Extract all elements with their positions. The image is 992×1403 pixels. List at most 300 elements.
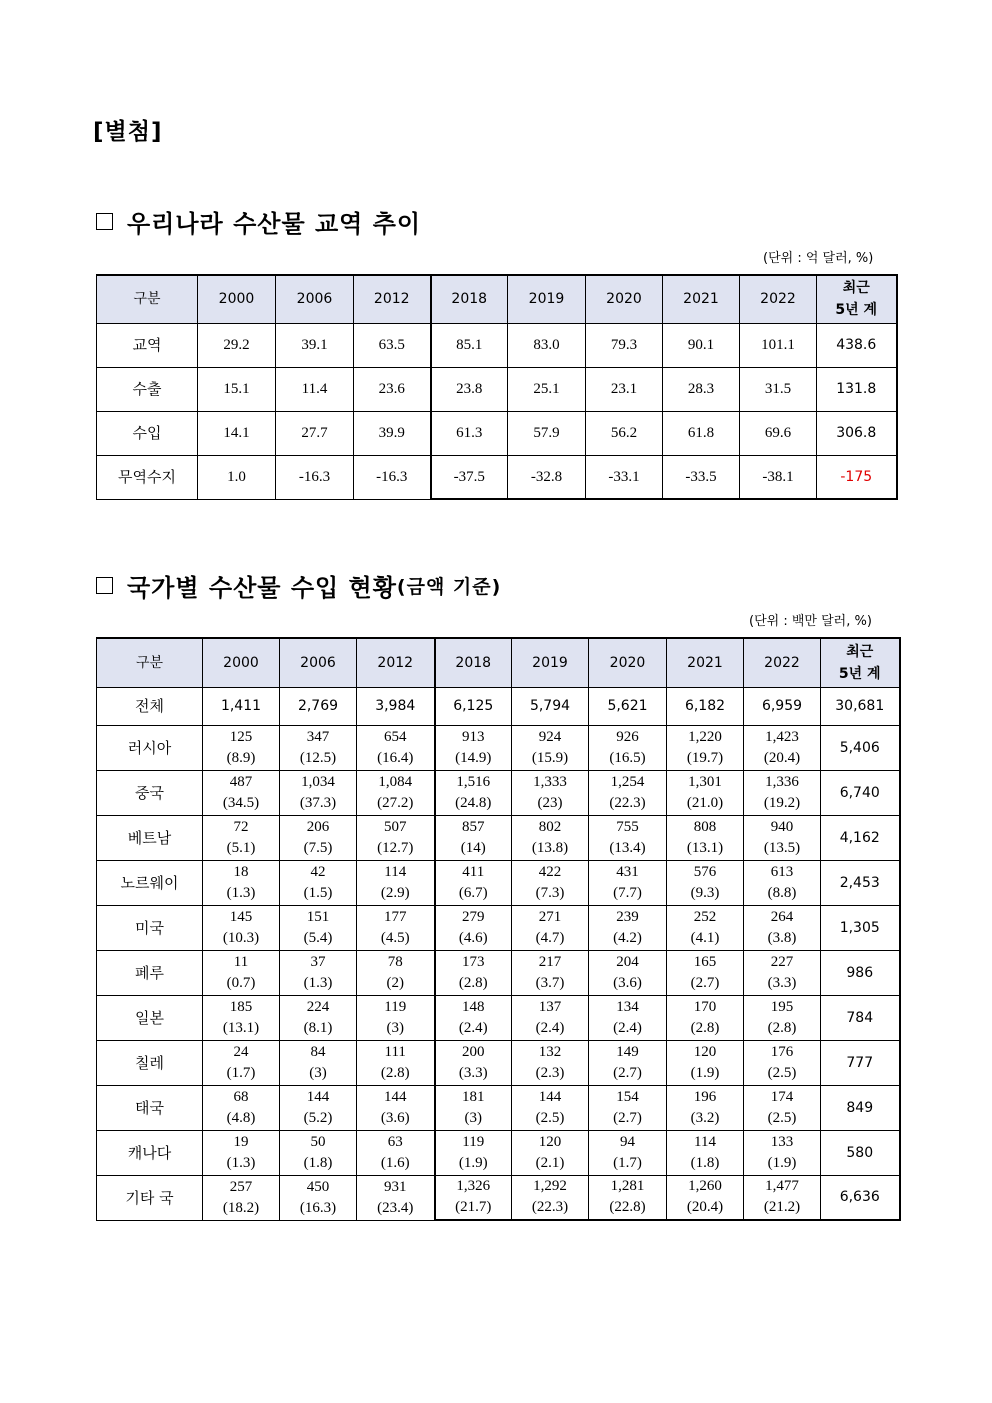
import-share: (16.3): [299, 1199, 337, 1216]
table-cell: [512, 905, 589, 950]
table-cell: 57.9: [508, 411, 586, 455]
table-cell: 1,411: [203, 687, 280, 725]
table-cell: 101.1: [740, 323, 817, 367]
import-share: (16.4): [377, 749, 414, 766]
header-year: 2019: [508, 275, 586, 323]
header-year: 2022: [744, 638, 821, 687]
table-cell: 85.1: [431, 323, 508, 367]
import-share: (2.4): [613, 1019, 642, 1036]
five-year-total-cell: 986: [821, 950, 900, 995]
import-amount: 11: [233, 953, 249, 970]
table-cell: [435, 950, 512, 995]
table-cell: [435, 995, 512, 1040]
table-cell: [203, 770, 280, 815]
five-year-total-cell: 438.6: [817, 323, 897, 367]
import-share: (3): [309, 1064, 327, 1081]
import-share: (1.6): [380, 1154, 410, 1171]
header-year: 2018: [431, 275, 508, 323]
import-share: (22.3): [531, 1199, 569, 1216]
table-cell: [280, 860, 357, 905]
header-year: 2000: [198, 275, 276, 323]
import-amount: 1,084: [378, 773, 413, 790]
import-share: (2.8): [690, 1019, 720, 1036]
import-share: (3.6): [380, 1109, 410, 1126]
import-share: (7.3): [535, 884, 565, 901]
table-cell: -16.3: [354, 455, 431, 499]
table-cell: 1.0: [198, 455, 276, 499]
import-share: (24.8): [455, 794, 492, 811]
import-share: (2.5): [767, 1064, 797, 1081]
table-cell: -32.8: [508, 455, 586, 499]
table-cell: 23.1: [586, 367, 663, 411]
import-amount: 63: [387, 1133, 403, 1150]
table-cell: [357, 1085, 435, 1130]
import-share: (1.9): [458, 1154, 488, 1171]
attachment-label: [별첨]: [93, 119, 163, 145]
table-cell: [280, 1175, 357, 1220]
trade-title-text: 우리나라 수산물 교역 추이: [127, 210, 422, 238]
table-cell: -16.3: [276, 455, 354, 499]
table-cell: [280, 905, 357, 950]
import-amount: 151: [306, 908, 330, 925]
table-row: [97, 411, 897, 455]
import-amount: 177: [384, 908, 407, 925]
five-year-total-cell: 306.8: [817, 411, 897, 455]
table-cell: [512, 1175, 589, 1220]
import-amount: 176: [770, 1043, 794, 1060]
imports-title-suffix: (금액 기준): [396, 576, 502, 598]
table-cell: [280, 725, 357, 770]
import-share: (14): [460, 839, 486, 856]
table-cell: 39.9: [354, 411, 431, 455]
table-cell: [203, 1175, 280, 1220]
table-cell: [667, 1130, 744, 1175]
table-cell: [280, 815, 357, 860]
import-share: (20.4): [763, 749, 801, 766]
import-amount: 1,333: [533, 773, 567, 790]
import-share: (13.1): [222, 1019, 260, 1036]
import-share: (14.9): [455, 749, 492, 766]
import-share: (4.7): [535, 929, 565, 946]
table-cell: [589, 815, 667, 860]
import-share: (1.3): [226, 1154, 256, 1171]
table-cell: [512, 770, 589, 815]
header-year: 2019: [512, 638, 589, 687]
five-year-total-cell: 30,681: [821, 687, 900, 725]
import-amount: 802: [538, 818, 562, 835]
import-share: (4.2): [613, 929, 642, 946]
row-label: 교역: [97, 323, 198, 367]
import-amount: 114: [384, 863, 407, 880]
table-cell: 23.6: [354, 367, 431, 411]
import-amount: 1,301: [688, 773, 722, 790]
import-amount: 257: [229, 1178, 253, 1195]
import-share: (37.3): [299, 794, 337, 811]
table-cell: [203, 995, 280, 1040]
table-cell: [280, 995, 357, 1040]
table-row: [97, 1175, 900, 1220]
five-year-total-cell: 784: [821, 995, 900, 1040]
row-label: 전체: [97, 687, 203, 725]
import-share: (3.6): [613, 974, 642, 991]
import-amount: 264: [770, 908, 794, 925]
import-amount: 120: [693, 1043, 717, 1060]
import-share: (27.2): [377, 794, 414, 811]
import-share: (1.3): [226, 884, 256, 901]
five-year-total-cell: 1,305: [821, 905, 900, 950]
table-cell: [667, 815, 744, 860]
import-amount: 145: [229, 908, 253, 925]
table-cell: 6,182: [667, 687, 744, 725]
import-amount: 271: [538, 908, 562, 925]
import-amount: 133: [770, 1133, 794, 1150]
import-amount: 134: [616, 998, 639, 1015]
import-share: (1.7): [226, 1064, 256, 1081]
import-amount: 940: [770, 818, 794, 835]
table-row: [97, 860, 900, 905]
table-cell: [667, 1085, 744, 1130]
table-cell: [435, 860, 512, 905]
import-amount: 154: [616, 1088, 639, 1105]
table-row: [97, 995, 900, 1040]
import-amount: 144: [306, 1088, 330, 1105]
import-amount: 857: [462, 818, 485, 835]
table-cell: [280, 950, 357, 995]
import-share: (23.4): [377, 1199, 414, 1216]
import-amount: 507: [384, 818, 407, 835]
table-cell: [667, 1175, 744, 1220]
table-cell: [435, 905, 512, 950]
table-cell: [744, 950, 821, 995]
table-cell: [589, 995, 667, 1040]
import-amount: 119: [384, 998, 407, 1015]
table-cell: [512, 1085, 589, 1130]
import-amount: 204: [616, 953, 639, 970]
import-share: (2): [386, 974, 404, 991]
import-amount: 1,516: [456, 773, 491, 790]
table-row: [97, 1040, 900, 1085]
import-share: (4.1): [690, 929, 720, 946]
import-amount: 68: [233, 1088, 249, 1105]
import-share: (2.5): [535, 1109, 565, 1126]
table-cell: [744, 770, 821, 815]
import-amount: 144: [384, 1088, 407, 1105]
import-share: (12.5): [299, 749, 337, 766]
table-cell: [357, 950, 435, 995]
table-row: [97, 323, 897, 367]
table-cell: [203, 815, 280, 860]
import-amount: 1,034: [301, 773, 335, 790]
row-label: 캐나다: [97, 1130, 203, 1175]
imports-table: [96, 637, 901, 1221]
table-cell: [512, 1130, 589, 1175]
import-amount: 411: [462, 863, 485, 880]
import-amount: 252: [693, 908, 717, 925]
import-amount: 125: [229, 728, 253, 745]
table-cell: [667, 725, 744, 770]
import-amount: 148: [462, 998, 485, 1015]
header-category: 구분: [97, 638, 203, 687]
table-cell: [357, 995, 435, 1040]
row-label: 기타 국: [97, 1175, 203, 1220]
table-cell: [512, 1040, 589, 1085]
row-label: 수출: [97, 367, 198, 411]
import-share: (2.4): [535, 1019, 565, 1036]
table-cell: [203, 1040, 280, 1085]
table-cell: [512, 950, 589, 995]
import-amount: 94: [620, 1133, 635, 1150]
row-label: 노르웨이: [97, 860, 203, 905]
import-share: (7.7): [613, 884, 642, 901]
import-amount: 72: [233, 818, 249, 835]
import-amount: 1,292: [533, 1178, 567, 1195]
five-year-total-cell: 131.8: [817, 367, 897, 411]
table-cell: 61.8: [663, 411, 740, 455]
row-label: 수입: [97, 411, 198, 455]
import-share: (22.3): [609, 794, 646, 811]
table-cell: [744, 1175, 821, 1220]
table-cell: [589, 1040, 667, 1085]
header-year: 2006: [276, 275, 354, 323]
import-amount: 185: [229, 998, 253, 1015]
import-amount: 1,336: [765, 773, 799, 790]
table-cell: [589, 1085, 667, 1130]
header-year: 2012: [354, 275, 431, 323]
import-amount: 755: [616, 818, 639, 835]
import-share: (1.3): [303, 974, 333, 991]
table-cell: [280, 1130, 357, 1175]
import-amount: 174: [770, 1088, 794, 1105]
header-year: 2020: [589, 638, 667, 687]
import-amount: 195: [770, 998, 794, 1015]
import-share: (16.5): [609, 749, 646, 766]
import-share: (22.8): [609, 1199, 646, 1216]
import-amount: 84: [310, 1043, 326, 1060]
table-cell: [589, 950, 667, 995]
table-cell: [357, 1040, 435, 1085]
table-cell: 15.1: [198, 367, 276, 411]
import-amount: 422: [538, 863, 562, 880]
table-row: [97, 770, 900, 815]
sum-header-line1: 최근: [846, 643, 874, 660]
import-amount: 1,260: [688, 1178, 722, 1195]
table-cell: 61.3: [431, 411, 508, 455]
import-amount: 239: [616, 908, 639, 925]
import-share: (13.4): [609, 839, 646, 856]
table-cell: 2,769: [280, 687, 357, 725]
row-label: 러시아: [97, 725, 203, 770]
import-share: (4.5): [380, 929, 410, 946]
table-cell: 27.7: [276, 411, 354, 455]
table-cell: 6,959: [744, 687, 821, 725]
import-share: (3): [464, 1109, 482, 1126]
import-share: (8.1): [303, 1019, 333, 1036]
table-cell: [667, 860, 744, 905]
table-row: [97, 905, 900, 950]
import-amount: 227: [770, 953, 794, 970]
import-share: (19.7): [686, 749, 724, 766]
header-year: 2022: [740, 275, 817, 323]
table-cell: 14.1: [198, 411, 276, 455]
table-cell: -33.1: [586, 455, 663, 499]
import-share: (2.4): [458, 1019, 488, 1036]
table-cell: [203, 950, 280, 995]
header-year: 2012: [357, 638, 435, 687]
import-amount: 1,326: [456, 1178, 491, 1195]
table-cell: 79.3: [586, 323, 663, 367]
table-row: [97, 950, 900, 995]
table-cell: [589, 1130, 667, 1175]
import-share: (7.5): [303, 839, 333, 856]
table-cell: [280, 1085, 357, 1130]
total-row: [97, 687, 900, 725]
import-share: (21.2): [763, 1199, 801, 1216]
table-cell: [512, 995, 589, 1040]
table-cell: [589, 905, 667, 950]
import-amount: 42: [310, 863, 326, 880]
table-row: [97, 725, 900, 770]
import-share: (3.3): [458, 1064, 488, 1081]
five-year-total-cell: 849: [821, 1085, 900, 1130]
import-amount: 165: [693, 953, 717, 970]
trade-table: [96, 274, 898, 500]
import-share: (5.4): [303, 929, 333, 946]
header-five-year-total: [821, 638, 900, 687]
import-amount: 37: [310, 953, 326, 970]
import-amount: 576: [693, 863, 717, 880]
import-amount: 137: [538, 998, 562, 1015]
table-cell: [203, 725, 280, 770]
import-amount: 78: [387, 953, 403, 970]
table-cell: [280, 1040, 357, 1085]
row-label: 페루: [97, 950, 203, 995]
table-cell: [435, 1085, 512, 1130]
imports-title-text: 국가별 수산물 수입 현황: [127, 574, 397, 602]
import-amount: 181: [462, 1088, 485, 1105]
import-amount: 50: [310, 1133, 326, 1150]
table-cell: [512, 815, 589, 860]
table-cell: [589, 1175, 667, 1220]
five-year-total-cell: 6,636: [821, 1175, 900, 1220]
import-amount: 111: [384, 1043, 406, 1060]
import-amount: 196: [693, 1088, 717, 1105]
table-row: [97, 815, 900, 860]
checkbox-square-icon: [96, 213, 113, 230]
import-amount: 1,220: [688, 728, 722, 745]
import-share: (3.2): [690, 1109, 720, 1126]
import-amount: 487: [229, 773, 253, 790]
import-amount: 924: [538, 728, 562, 745]
import-share: (2.9): [380, 884, 410, 901]
import-share: (2.1): [535, 1154, 565, 1171]
import-share: (18.2): [222, 1199, 260, 1216]
table-cell: [280, 770, 357, 815]
table-cell: [435, 1130, 512, 1175]
table-cell: [512, 725, 589, 770]
table-cell: [744, 725, 821, 770]
import-share: (21.7): [455, 1199, 492, 1216]
table-cell: 56.2: [586, 411, 663, 455]
import-amount: 19: [233, 1133, 249, 1150]
import-amount: 206: [306, 818, 330, 835]
import-share: (19.2): [763, 794, 801, 811]
import-amount: 613: [770, 863, 794, 880]
table-cell: [357, 860, 435, 905]
import-share: (13.5): [763, 839, 801, 856]
import-share: (13.8): [531, 839, 569, 856]
header-year: 2006: [280, 638, 357, 687]
import-share: (21.0): [686, 794, 724, 811]
row-label: 미국: [97, 905, 203, 950]
five-year-total-cell: 5,406: [821, 725, 900, 770]
table-cell: [744, 1085, 821, 1130]
table-cell: [667, 905, 744, 950]
import-amount: 1,477: [765, 1178, 799, 1195]
import-share: (2.7): [613, 1109, 642, 1126]
table-row: [97, 455, 897, 499]
import-share: (10.3): [222, 929, 260, 946]
import-share: (3.7): [535, 974, 565, 991]
five-year-total-cell: 2,453: [821, 860, 900, 905]
table-cell: [203, 1085, 280, 1130]
table-cell: [744, 995, 821, 1040]
import-amount: 224: [306, 998, 330, 1015]
import-amount: 1,423: [765, 728, 799, 745]
table-cell: 6,125: [435, 687, 512, 725]
import-amount: 1,281: [610, 1178, 645, 1195]
table-cell: 63.5: [354, 323, 431, 367]
table-cell: -33.5: [663, 455, 740, 499]
import-amount: 132: [538, 1043, 562, 1060]
table-cell: [667, 1040, 744, 1085]
table-cell: [357, 815, 435, 860]
table-cell: 29.2: [198, 323, 276, 367]
import-amount: 119: [462, 1133, 485, 1150]
import-share: (2.3): [535, 1064, 565, 1081]
trade-section-title: [96, 204, 421, 239]
table-cell: [667, 950, 744, 995]
import-share: (1.5): [303, 884, 333, 901]
table-cell: [357, 1130, 435, 1175]
import-share: (2.7): [690, 974, 720, 991]
five-year-total-cell: 777: [821, 1040, 900, 1085]
row-label: 태국: [97, 1085, 203, 1130]
five-year-total-cell: 6,740: [821, 770, 900, 815]
sum-header-line1: 최근: [842, 280, 870, 297]
table-cell: [435, 1175, 512, 1220]
table-cell: 39.1: [276, 323, 354, 367]
table-cell: [357, 905, 435, 950]
import-share: (34.5): [222, 794, 260, 811]
table-cell: -38.1: [740, 455, 817, 499]
import-share: (1.9): [690, 1064, 720, 1081]
table-cell: 31.5: [740, 367, 817, 411]
import-amount: 149: [616, 1043, 639, 1060]
table-cell: [435, 725, 512, 770]
header-year: 2018: [435, 638, 512, 687]
table-cell: -37.5: [431, 455, 508, 499]
table-cell: [435, 770, 512, 815]
import-amount: 913: [462, 728, 485, 745]
import-amount: 217: [538, 953, 562, 970]
table-cell: [744, 860, 821, 905]
table-cell: [589, 770, 667, 815]
checkbox-square-icon: [96, 577, 113, 594]
five-year-total-cell: 4,162: [821, 815, 900, 860]
import-share: (2.7): [613, 1064, 642, 1081]
five-year-total-cell: 580: [821, 1130, 900, 1175]
import-share: (1.9): [767, 1154, 797, 1171]
